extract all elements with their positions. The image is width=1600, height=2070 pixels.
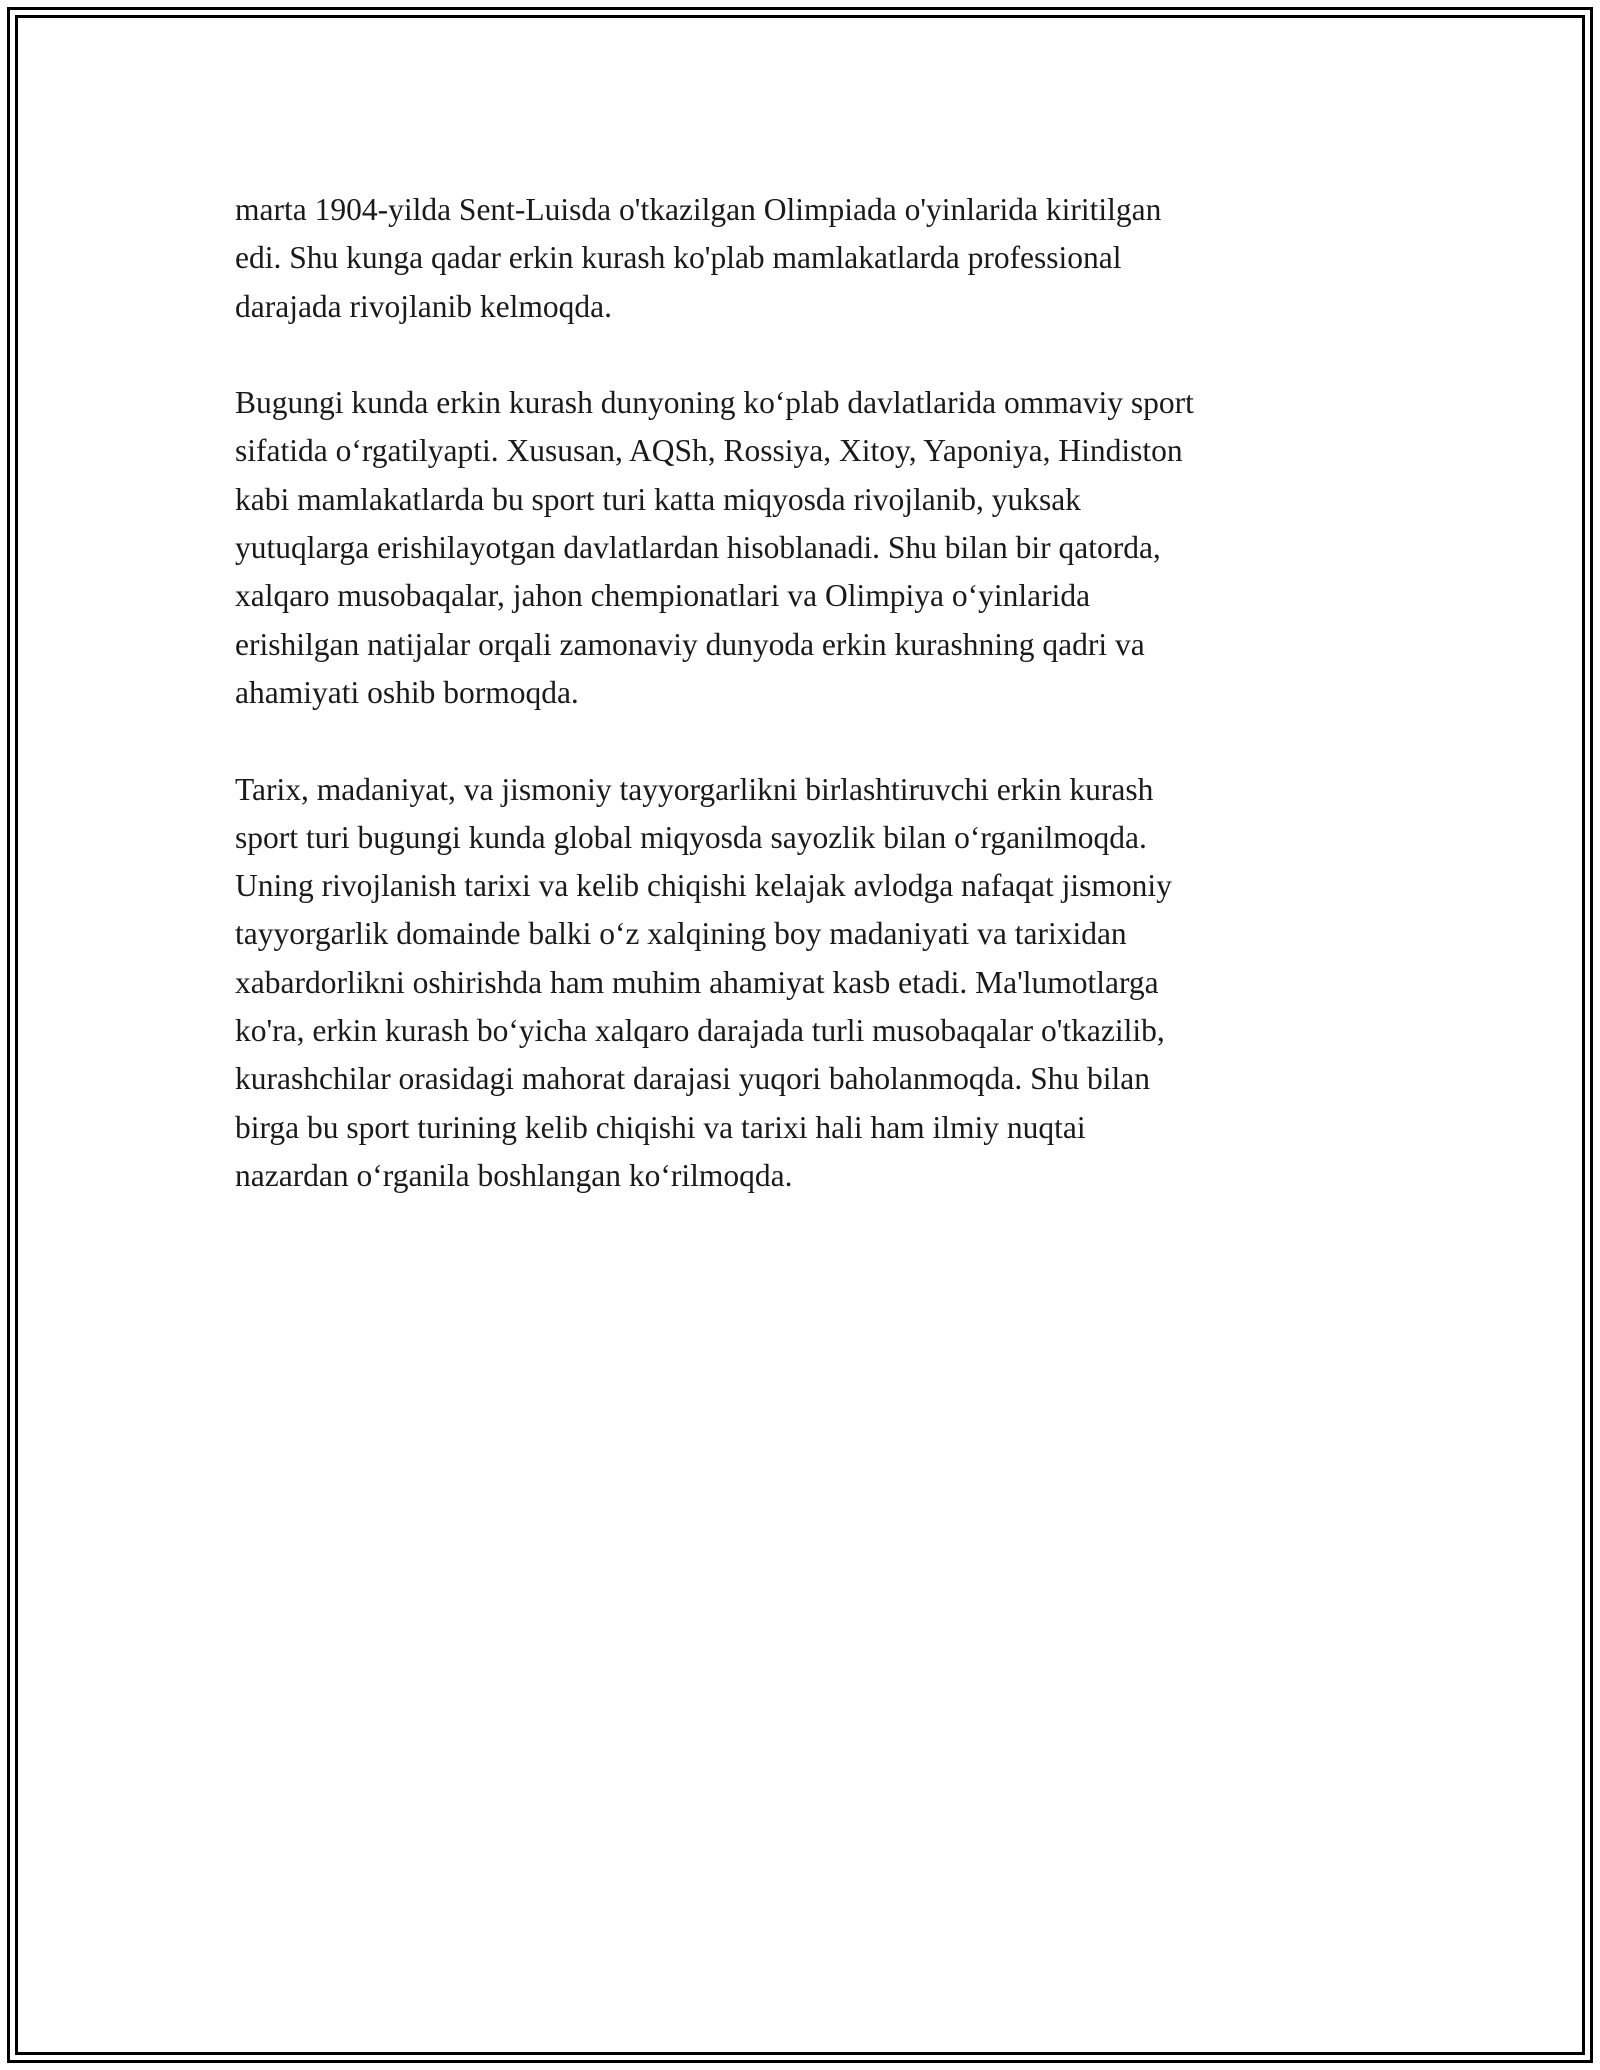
text-line: tayyorgarlik domainde balki o‘z xalqining boy madaniyati va tarixidan xyxy=(235,916,1127,952)
text-line: Uning rivojlanish tarixi va kelib chiqishi kelajak avlodga nafaqat jismoniy xyxy=(235,868,1172,904)
text-line: ahamiyati oshib bormoqda. xyxy=(235,674,579,710)
text-line: xalqaro musobaqalar, jahon chempionatlari va Olimpiya o‘yinlarida xyxy=(235,578,1091,614)
text-line: nazardan o‘rganila boshlangan ko‘rilmoqda. xyxy=(235,1157,793,1193)
text-line: kurashchilar orasidagi mahorat darajasi yuqori baholanmoqda. Shu bilan xyxy=(235,1061,1150,1097)
text-line: Bugungi kunda erkin kurash dunyoning ko‘plab davlatlarida ommaviy sport xyxy=(235,385,1194,421)
text-line: sifatida o‘rgatilyapti. Xususan, AQSh, Rossiya, Xitoy, Yaponiya, Hindiston xyxy=(235,433,1183,469)
text-line: ko'ra, erkin kurash bo‘yicha xalqaro darajada turli musobaqalar o'tkazilib, xyxy=(235,1013,1165,1049)
text-line: birga bu sport turining kelib chiqishi va tarixi hali ham ilmiy nuqtai xyxy=(235,1109,1086,1145)
text-line: marta 1904-yilda Sent-Luisda o'tkazilgan Olimpiada o'yinlarida kiritilgan xyxy=(235,192,1162,227)
text-line: yutuqlarga erishilayotgan davlatlardan hisoblanadi. Shu bilan bir qatorda, xyxy=(235,530,1161,566)
document-body xyxy=(235,186,1365,1249)
text-line: kabi mamlakatlarda bu sport turi katta miqyosda rivojlanib, yuksak xyxy=(235,481,1081,517)
paragraph-1 xyxy=(235,186,1365,331)
text-line: xabardorlikni oshirishda ham muhim ahamiyat kasb etadi. Ma'lumotlarga xyxy=(235,964,1159,1000)
text-line: darajada rivojlanib kelmoqda. xyxy=(235,288,612,324)
paragraph-3 xyxy=(235,766,1365,1201)
text-line: erishilgan natijalar orqali zamonaviy dunyoda erkin kurashning qadri va xyxy=(235,626,1145,662)
text-line: Tarix, madaniyat, va jismoniy tayyorgarlikni birlashtiruvchi erkin kurash xyxy=(235,771,1154,807)
text-line: edi. Shu kunga qadar erkin kurash ko'plab mamlakatlarda professional xyxy=(235,240,1122,276)
text-line: sport turi bugungi kunda global miqyosda sayozlik bilan o‘rganilmoqda. xyxy=(235,819,1147,855)
paragraph-2 xyxy=(235,379,1365,717)
